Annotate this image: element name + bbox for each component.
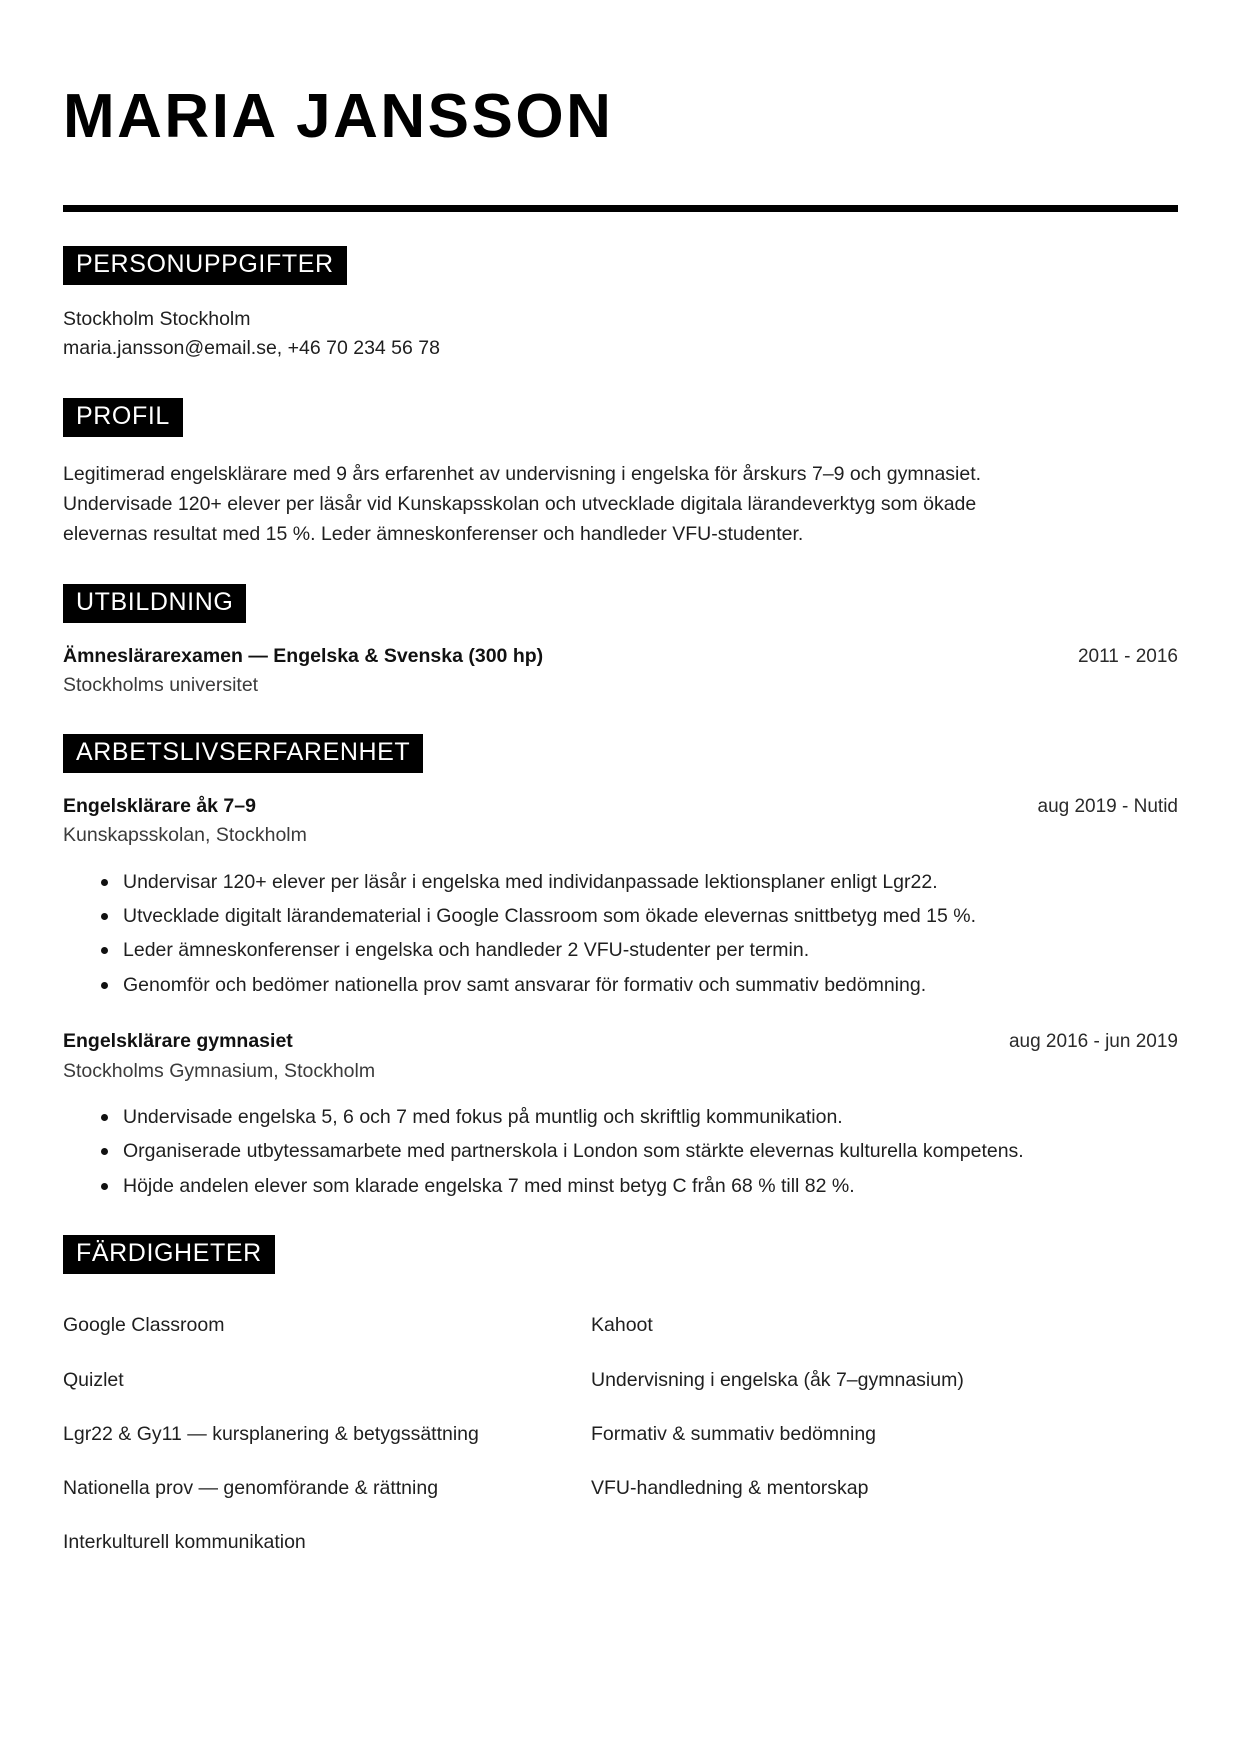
contact-location: Stockholm Stockholm [63, 308, 251, 331]
skill-item: Google Classroom [63, 1314, 225, 1337]
job-entry [63, 1028, 1178, 1201]
job-title: Engelsklärare gymnasiet [63, 1030, 293, 1053]
job-bullet-list [63, 1102, 1178, 1201]
skills-grid [63, 1298, 1073, 1569]
education-institution: Stockholms universitet [63, 674, 259, 697]
skill-item: Undervisning i engelska (åk 7–gymnasium) [591, 1368, 964, 1391]
section-experience [63, 734, 1178, 1202]
job-employer: Stockholms Gymnasium, Stockholm [63, 1059, 376, 1082]
header-divider [63, 205, 1178, 212]
education-degree: Ämneslärarexamen — Engelska & Svenska (300 hp) [63, 644, 544, 667]
section-education [63, 584, 1178, 700]
job-date: aug 2016 - jun 2019 [1008, 1031, 1178, 1053]
job-bullet: Undervisar 120+ elever per läsår i engelska med individanpassade lektionsplaner enligt Lgr22. [101, 867, 1073, 897]
education-date: 2011 - 2016 [1077, 645, 1178, 667]
contact-block [63, 305, 1178, 364]
contact-email-phone: maria.jansson@email.se, +46 70 234 56 78 [63, 337, 440, 360]
skill-item: Kahoot [591, 1314, 653, 1337]
education-entry-head [63, 643, 1178, 671]
job-bullet: Undervisade engelska 5, 6 och 7 med fokus på muntlig och skriftlig kommunikation. [101, 1102, 1073, 1132]
section-personal [63, 246, 1178, 364]
job-bullet: Leder ämneskonferenser i engelska och handleder 2 VFU-studenter per termin. [101, 935, 1073, 965]
section-label-personal: PERSONUPPGIFTER [63, 246, 347, 285]
job-date: aug 2019 - Nutid [1037, 795, 1178, 817]
job-entry [63, 793, 1178, 1000]
job-bullet-list [63, 867, 1178, 1001]
job-employer: Kunskapsskolan, Stockholm [63, 824, 307, 847]
skill-item: Formativ & summativ bedömning [591, 1422, 877, 1445]
job-bullet: Utvecklade digitalt lärandematerial i Google Classroom som ökade elevernas snittbetyg med 15 %. [101, 901, 1073, 931]
skill-item: Interkulturell kommunikation [63, 1531, 306, 1554]
page-title: MARIA JANSSON [63, 82, 614, 151]
skill-item: VFU-handledning & mentorskap [591, 1477, 869, 1500]
job-entry-head [63, 793, 1178, 821]
section-profile [63, 398, 1178, 550]
skill-item: Lgr22 & Gy11 — kursplanering & betygssättning [63, 1422, 479, 1445]
section-skills [63, 1235, 1178, 1569]
profile-text: Legitimerad engelsklärare med 9 års erfarenhet av undervisning i engelska för årskurs 7–9 och gymnasiet. Undervisade 120+ elever per läsår vid Kunskapsskolan och utvecklade digitala lärandeverktyg som ökade elevernas resultat med 15 %. Leder ämneskonferenser och handleder VFU-studenter. [63, 462, 982, 546]
job-title: Engelsklärare åk 7–9 [63, 794, 256, 817]
section-label-experience: ARBETSLIVSERFARENHET [63, 734, 423, 773]
section-label-profile: PROFIL [63, 398, 183, 437]
section-label-skills: FÄRDIGHETER [63, 1235, 275, 1274]
skill-item: Nationella prov — genomförande & rättning [63, 1477, 439, 1500]
job-bullet: Organiserade utbytessamarbete med partnerskola i London som stärkte elevernas kulturella kompetens. [101, 1136, 1073, 1166]
job-entry-head [63, 1028, 1178, 1056]
job-bullet: Genomför och bedömer nationella prov samt ansvarar för formativ och summativ bedömning. [101, 970, 1073, 1000]
skill-item: Quizlet [63, 1368, 124, 1391]
section-label-education: UTBILDNING [63, 584, 246, 623]
education-entry [63, 643, 1178, 700]
job-bullet: Höjde andelen elever som klarade engelska 7 med minst betyg C från 68 % till 82 %. [101, 1171, 1073, 1201]
